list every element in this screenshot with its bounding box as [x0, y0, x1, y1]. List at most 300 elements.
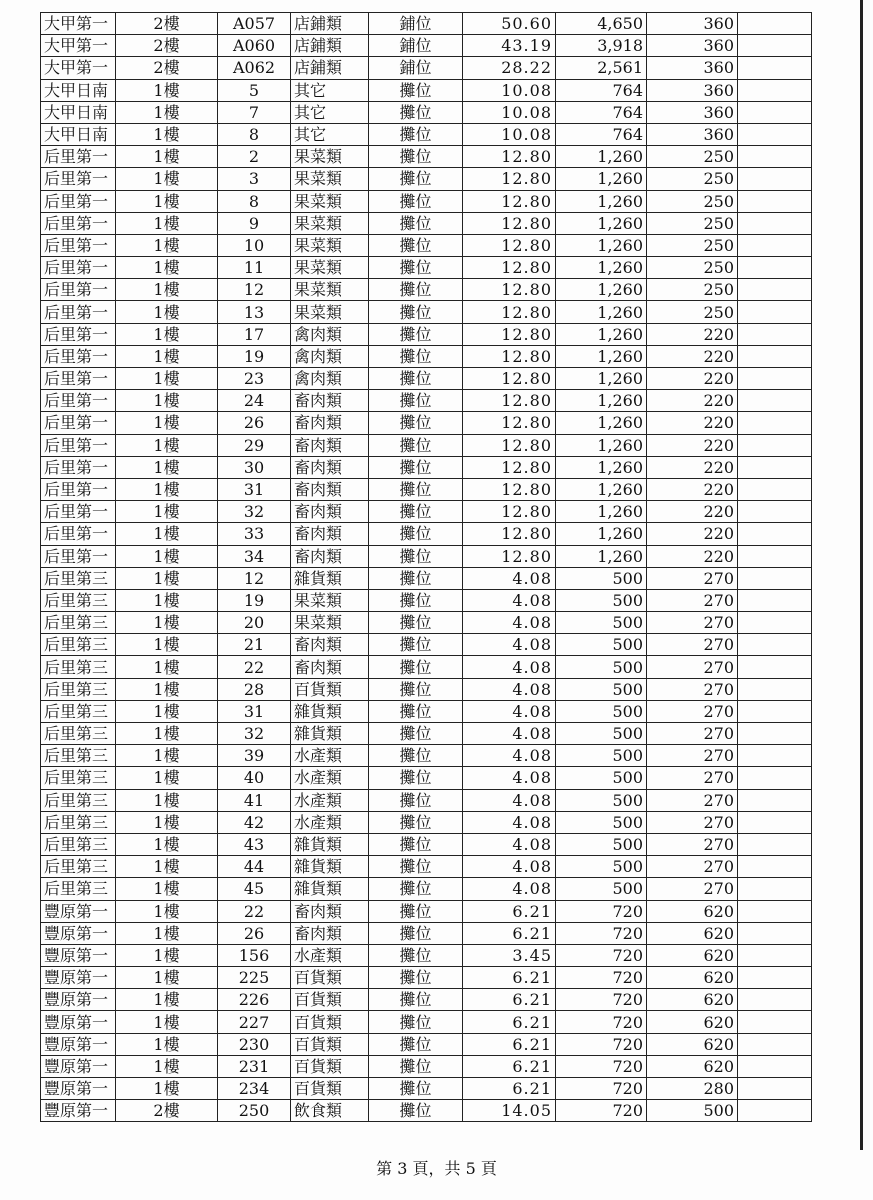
stall-number-cell: 17 — [218, 323, 291, 345]
table-row — [41, 612, 812, 634]
remarks-cell — [738, 900, 812, 922]
table-row — [41, 523, 812, 545]
area-cell: 43.19 — [463, 35, 556, 57]
market-name-cell: 后里第三 — [41, 612, 116, 634]
remarks-cell — [738, 456, 812, 478]
remarks-cell — [738, 833, 812, 855]
stall-type-cell: 攤位 — [369, 723, 463, 745]
market-name-cell: 后里第三 — [41, 856, 116, 878]
market-name-cell: 后里第一 — [41, 478, 116, 500]
amount-cell: 1,260 — [556, 257, 647, 279]
category-cell: 禽肉類 — [291, 345, 369, 367]
fee-cell: 620 — [647, 922, 738, 944]
remarks-cell — [738, 79, 812, 101]
table-row — [41, 700, 812, 722]
remarks-cell — [738, 878, 812, 900]
area-cell: 10.08 — [463, 101, 556, 123]
area-cell: 12.80 — [463, 212, 556, 234]
category-cell: 百貨類 — [291, 678, 369, 700]
floor-cell: 1樓 — [116, 456, 218, 478]
table-row — [41, 123, 812, 145]
stall-number-cell: 31 — [218, 478, 291, 500]
remarks-cell — [738, 989, 812, 1011]
stall-type-cell: 攤位 — [369, 811, 463, 833]
category-cell: 水產類 — [291, 944, 369, 966]
market-name-cell: 后里第一 — [41, 323, 116, 345]
market-name-cell: 豐原第一 — [41, 967, 116, 989]
area-cell: 28.22 — [463, 57, 556, 79]
stall-number-cell: 225 — [218, 967, 291, 989]
area-cell: 12.80 — [463, 323, 556, 345]
table-row — [41, 656, 812, 678]
amount-cell: 1,260 — [556, 412, 647, 434]
stall-number-cell: 8 — [218, 123, 291, 145]
amount-cell: 500 — [556, 745, 647, 767]
market-name-cell: 后里第三 — [41, 700, 116, 722]
fee-cell: 280 — [647, 1078, 738, 1100]
floor-cell: 1樓 — [116, 612, 218, 634]
table-row — [41, 57, 812, 79]
floor-cell: 1樓 — [116, 944, 218, 966]
amount-cell: 500 — [556, 567, 647, 589]
fee-cell: 270 — [647, 656, 738, 678]
stall-type-cell: 攤位 — [369, 190, 463, 212]
category-cell: 畜肉類 — [291, 545, 369, 567]
floor-cell: 1樓 — [116, 900, 218, 922]
table-row — [41, 1011, 812, 1033]
stall-number-cell: 227 — [218, 1011, 291, 1033]
category-cell: 畜肉類 — [291, 922, 369, 944]
amount-cell: 500 — [556, 723, 647, 745]
stall-number-cell: 23 — [218, 368, 291, 390]
fee-cell: 270 — [647, 767, 738, 789]
fee-cell: 620 — [647, 900, 738, 922]
remarks-cell — [738, 922, 812, 944]
stall-number-cell: 24 — [218, 390, 291, 412]
stall-number-cell: 12 — [218, 567, 291, 589]
market-name-cell: 后里第三 — [41, 745, 116, 767]
stall-type-cell: 攤位 — [369, 944, 463, 966]
category-cell: 雜貨類 — [291, 856, 369, 878]
area-cell: 12.80 — [463, 168, 556, 190]
area-cell: 4.08 — [463, 567, 556, 589]
area-cell: 4.08 — [463, 811, 556, 833]
remarks-cell — [738, 767, 812, 789]
table-row — [41, 1033, 812, 1055]
fee-cell: 270 — [647, 567, 738, 589]
remarks-cell — [738, 390, 812, 412]
area-cell: 12.80 — [463, 190, 556, 212]
fee-cell: 270 — [647, 856, 738, 878]
stall-type-cell: 攤位 — [369, 345, 463, 367]
amount-cell: 1,260 — [556, 323, 647, 345]
amount-cell: 1,260 — [556, 345, 647, 367]
market-name-cell: 后里第一 — [41, 545, 116, 567]
area-cell: 10.08 — [463, 123, 556, 145]
fee-cell: 270 — [647, 811, 738, 833]
stall-number-cell: 26 — [218, 412, 291, 434]
amount-cell: 500 — [556, 878, 647, 900]
stall-number-cell: 226 — [218, 989, 291, 1011]
market-name-cell: 后里第三 — [41, 723, 116, 745]
fee-cell: 220 — [647, 478, 738, 500]
fee-cell: 270 — [647, 878, 738, 900]
area-cell: 4.08 — [463, 789, 556, 811]
stall-type-cell: 攤位 — [369, 900, 463, 922]
floor-cell: 1樓 — [116, 789, 218, 811]
market-name-cell: 后里第三 — [41, 567, 116, 589]
amount-cell: 4,650 — [556, 13, 647, 35]
stall-type-cell: 攤位 — [369, 567, 463, 589]
stall-type-cell: 攤位 — [369, 767, 463, 789]
stall-type-cell: 攤位 — [369, 1011, 463, 1033]
fee-cell: 360 — [647, 35, 738, 57]
amount-cell: 720 — [556, 967, 647, 989]
stall-type-cell: 攤位 — [369, 168, 463, 190]
market-name-cell: 大甲日南 — [41, 79, 116, 101]
fee-cell: 220 — [647, 545, 738, 567]
category-cell: 畜肉類 — [291, 456, 369, 478]
market-name-cell: 后里第一 — [41, 146, 116, 168]
category-cell: 百貨類 — [291, 1078, 369, 1100]
fee-cell: 620 — [647, 989, 738, 1011]
area-cell: 6.21 — [463, 1011, 556, 1033]
market-name-cell: 后里第一 — [41, 390, 116, 412]
table-row — [41, 922, 812, 944]
stall-number-cell: 21 — [218, 634, 291, 656]
market-name-cell: 后里第一 — [41, 234, 116, 256]
market-name-cell: 后里第一 — [41, 301, 116, 323]
category-cell: 果菜類 — [291, 279, 369, 301]
stall-number-cell: 9 — [218, 212, 291, 234]
remarks-cell — [738, 967, 812, 989]
area-cell: 12.80 — [463, 412, 556, 434]
amount-cell: 1,260 — [556, 146, 647, 168]
fee-cell: 270 — [647, 723, 738, 745]
category-cell: 其它 — [291, 123, 369, 145]
amount-cell: 720 — [556, 989, 647, 1011]
area-cell: 12.80 — [463, 545, 556, 567]
stall-type-cell: 攤位 — [369, 656, 463, 678]
table-row — [41, 190, 812, 212]
category-cell: 畜肉類 — [291, 501, 369, 523]
stall-type-cell: 攤位 — [369, 301, 463, 323]
amount-cell: 1,260 — [556, 434, 647, 456]
category-cell: 百貨類 — [291, 1055, 369, 1077]
area-cell: 12.80 — [463, 523, 556, 545]
category-cell: 畜肉類 — [291, 523, 369, 545]
stall-number-cell: 44 — [218, 856, 291, 878]
remarks-cell — [738, 146, 812, 168]
stall-number-cell: 231 — [218, 1055, 291, 1077]
market-name-cell: 大甲日南 — [41, 101, 116, 123]
fee-cell: 220 — [647, 345, 738, 367]
table-row — [41, 567, 812, 589]
stall-number-cell: 234 — [218, 1078, 291, 1100]
amount-cell: 720 — [556, 1033, 647, 1055]
stall-number-cell: 7 — [218, 101, 291, 123]
fee-cell: 620 — [647, 1033, 738, 1055]
area-cell: 50.60 — [463, 13, 556, 35]
remarks-cell — [738, 700, 812, 722]
amount-cell: 500 — [556, 811, 647, 833]
stall-number-cell: A057 — [218, 13, 291, 35]
stall-number-cell: 43 — [218, 833, 291, 855]
floor-cell: 1樓 — [116, 878, 218, 900]
fee-cell: 270 — [647, 678, 738, 700]
fee-cell: 250 — [647, 146, 738, 168]
floor-cell: 1樓 — [116, 922, 218, 944]
remarks-cell — [738, 1055, 812, 1077]
floor-cell: 1樓 — [116, 678, 218, 700]
stall-type-cell: 攤位 — [369, 434, 463, 456]
area-cell: 14.05 — [463, 1100, 556, 1122]
table-row — [41, 833, 812, 855]
stall-type-cell: 攤位 — [369, 612, 463, 634]
remarks-cell — [738, 612, 812, 634]
area-cell: 6.21 — [463, 1055, 556, 1077]
market-name-cell: 后里第一 — [41, 523, 116, 545]
floor-cell: 1樓 — [116, 123, 218, 145]
table-body — [41, 13, 812, 1122]
floor-cell: 1樓 — [116, 79, 218, 101]
area-cell: 4.08 — [463, 767, 556, 789]
amount-cell: 1,260 — [556, 212, 647, 234]
category-cell: 雜貨類 — [291, 833, 369, 855]
remarks-cell — [738, 190, 812, 212]
remarks-cell — [738, 589, 812, 611]
amount-cell: 500 — [556, 656, 647, 678]
floor-cell: 1樓 — [116, 412, 218, 434]
stall-number-cell: 33 — [218, 523, 291, 545]
area-cell: 4.08 — [463, 656, 556, 678]
floor-cell: 1樓 — [116, 212, 218, 234]
category-cell: 飲食類 — [291, 1100, 369, 1122]
table-row — [41, 13, 812, 35]
market-name-cell: 后里第一 — [41, 412, 116, 434]
market-name-cell: 后里第一 — [41, 212, 116, 234]
table-row — [41, 1078, 812, 1100]
fee-cell: 270 — [647, 589, 738, 611]
table-row — [41, 257, 812, 279]
amount-cell: 764 — [556, 123, 647, 145]
amount-cell: 500 — [556, 612, 647, 634]
table-row — [41, 501, 812, 523]
amount-cell: 1,260 — [556, 545, 647, 567]
remarks-cell — [738, 944, 812, 966]
remarks-cell — [738, 723, 812, 745]
stall-type-cell: 攤位 — [369, 101, 463, 123]
market-name-cell: 豐原第一 — [41, 900, 116, 922]
amount-cell: 500 — [556, 767, 647, 789]
stall-type-cell: 攤位 — [369, 545, 463, 567]
amount-cell: 720 — [556, 1100, 647, 1122]
stall-type-cell: 攤位 — [369, 856, 463, 878]
fee-cell: 270 — [647, 700, 738, 722]
market-name-cell: 后里第一 — [41, 345, 116, 367]
amount-cell: 720 — [556, 922, 647, 944]
category-cell: 其它 — [291, 79, 369, 101]
market-name-cell: 后里第一 — [41, 434, 116, 456]
market-name-cell: 后里第三 — [41, 811, 116, 833]
market-name-cell: 豐原第一 — [41, 1011, 116, 1033]
fee-cell: 220 — [647, 501, 738, 523]
stall-type-cell: 攤位 — [369, 212, 463, 234]
market-name-cell: 后里第一 — [41, 279, 116, 301]
stall-number-cell: 8 — [218, 190, 291, 212]
category-cell: 百貨類 — [291, 967, 369, 989]
floor-cell: 1樓 — [116, 656, 218, 678]
stall-number-cell: 30 — [218, 456, 291, 478]
area-cell: 12.80 — [463, 368, 556, 390]
remarks-cell — [738, 168, 812, 190]
stall-number-cell: 5 — [218, 79, 291, 101]
category-cell: 果菜類 — [291, 589, 369, 611]
amount-cell: 720 — [556, 900, 647, 922]
category-cell: 水產類 — [291, 789, 369, 811]
table-row — [41, 589, 812, 611]
amount-cell: 1,260 — [556, 523, 647, 545]
stall-type-cell: 攤位 — [369, 745, 463, 767]
remarks-cell — [738, 323, 812, 345]
stall-type-cell: 攤位 — [369, 234, 463, 256]
remarks-cell — [738, 856, 812, 878]
stall-number-cell: 34 — [218, 545, 291, 567]
stall-type-cell: 攤位 — [369, 589, 463, 611]
table-row — [41, 412, 812, 434]
market-name-cell: 后里第三 — [41, 589, 116, 611]
fee-cell: 500 — [647, 1100, 738, 1122]
floor-cell: 1樓 — [116, 700, 218, 722]
amount-cell: 1,260 — [556, 279, 647, 301]
market-name-cell: 后里第三 — [41, 878, 116, 900]
stall-type-cell: 攤位 — [369, 789, 463, 811]
market-name-cell: 大甲日南 — [41, 123, 116, 145]
fee-cell: 360 — [647, 101, 738, 123]
stall-number-cell: 19 — [218, 345, 291, 367]
area-cell: 12.80 — [463, 234, 556, 256]
fee-cell: 270 — [647, 833, 738, 855]
category-cell: 果菜類 — [291, 168, 369, 190]
floor-cell: 2樓 — [116, 35, 218, 57]
remarks-cell — [738, 101, 812, 123]
category-cell: 畜肉類 — [291, 390, 369, 412]
remarks-cell — [738, 212, 812, 234]
floor-cell: 2樓 — [116, 13, 218, 35]
area-cell: 4.08 — [463, 678, 556, 700]
category-cell: 水產類 — [291, 767, 369, 789]
category-cell: 店鋪類 — [291, 13, 369, 35]
remarks-cell — [738, 123, 812, 145]
stall-type-cell: 攤位 — [369, 1033, 463, 1055]
fee-cell: 270 — [647, 634, 738, 656]
floor-cell: 1樓 — [116, 345, 218, 367]
table-row — [41, 456, 812, 478]
remarks-cell — [738, 789, 812, 811]
remarks-cell — [738, 478, 812, 500]
stall-type-cell: 攤位 — [369, 79, 463, 101]
table-row — [41, 345, 812, 367]
remarks-cell — [738, 501, 812, 523]
page-edge-line — [860, 0, 863, 1150]
floor-cell: 1樓 — [116, 279, 218, 301]
category-cell: 畜肉類 — [291, 634, 369, 656]
stall-number-cell: 22 — [218, 656, 291, 678]
stall-number-cell: 12 — [218, 279, 291, 301]
area-cell: 12.80 — [463, 390, 556, 412]
amount-cell: 500 — [556, 789, 647, 811]
floor-cell: 1樓 — [116, 1011, 218, 1033]
stall-type-cell: 攤位 — [369, 1078, 463, 1100]
area-cell: 12.80 — [463, 146, 556, 168]
area-cell: 4.08 — [463, 634, 556, 656]
stall-type-cell: 攤位 — [369, 1055, 463, 1077]
table-row — [41, 856, 812, 878]
floor-cell: 1樓 — [116, 723, 218, 745]
area-cell: 6.21 — [463, 1033, 556, 1055]
amount-cell: 720 — [556, 1011, 647, 1033]
fee-cell: 220 — [647, 390, 738, 412]
remarks-cell — [738, 412, 812, 434]
stall-type-cell: 攤位 — [369, 123, 463, 145]
table-row — [41, 878, 812, 900]
remarks-cell — [738, 13, 812, 35]
market-name-cell: 大甲第一 — [41, 13, 116, 35]
floor-cell: 2樓 — [116, 1100, 218, 1122]
remarks-cell — [738, 567, 812, 589]
amount-cell: 720 — [556, 1055, 647, 1077]
remarks-cell — [738, 634, 812, 656]
fee-cell: 220 — [647, 456, 738, 478]
market-name-cell: 大甲第一 — [41, 57, 116, 79]
category-cell: 畜肉類 — [291, 900, 369, 922]
stall-type-cell: 攤位 — [369, 878, 463, 900]
stall-number-cell: 41 — [218, 789, 291, 811]
stall-number-cell: 19 — [218, 589, 291, 611]
floor-cell: 1樓 — [116, 567, 218, 589]
stall-number-cell: 22 — [218, 900, 291, 922]
floor-cell: 1樓 — [116, 989, 218, 1011]
fee-cell: 220 — [647, 368, 738, 390]
remarks-cell — [738, 368, 812, 390]
table-row — [41, 35, 812, 57]
table-row — [41, 634, 812, 656]
remarks-cell — [738, 301, 812, 323]
fee-cell: 620 — [647, 967, 738, 989]
floor-cell: 1樓 — [116, 1033, 218, 1055]
table-row — [41, 900, 812, 922]
table-row — [41, 368, 812, 390]
area-cell: 12.80 — [463, 456, 556, 478]
category-cell: 畜肉類 — [291, 412, 369, 434]
stall-type-cell: 攤位 — [369, 456, 463, 478]
table-row — [41, 212, 812, 234]
fee-cell: 360 — [647, 79, 738, 101]
area-cell: 4.08 — [463, 700, 556, 722]
amount-cell: 1,260 — [556, 456, 647, 478]
market-name-cell: 豐原第一 — [41, 922, 116, 944]
stall-type-cell: 鋪位 — [369, 57, 463, 79]
market-name-cell: 后里第一 — [41, 257, 116, 279]
market-name-cell: 后里第一 — [41, 456, 116, 478]
category-cell: 果菜類 — [291, 146, 369, 168]
remarks-cell — [738, 257, 812, 279]
category-cell: 店鋪類 — [291, 57, 369, 79]
fee-cell: 220 — [647, 412, 738, 434]
fee-cell: 250 — [647, 234, 738, 256]
category-cell: 百貨類 — [291, 1011, 369, 1033]
area-cell: 6.21 — [463, 967, 556, 989]
